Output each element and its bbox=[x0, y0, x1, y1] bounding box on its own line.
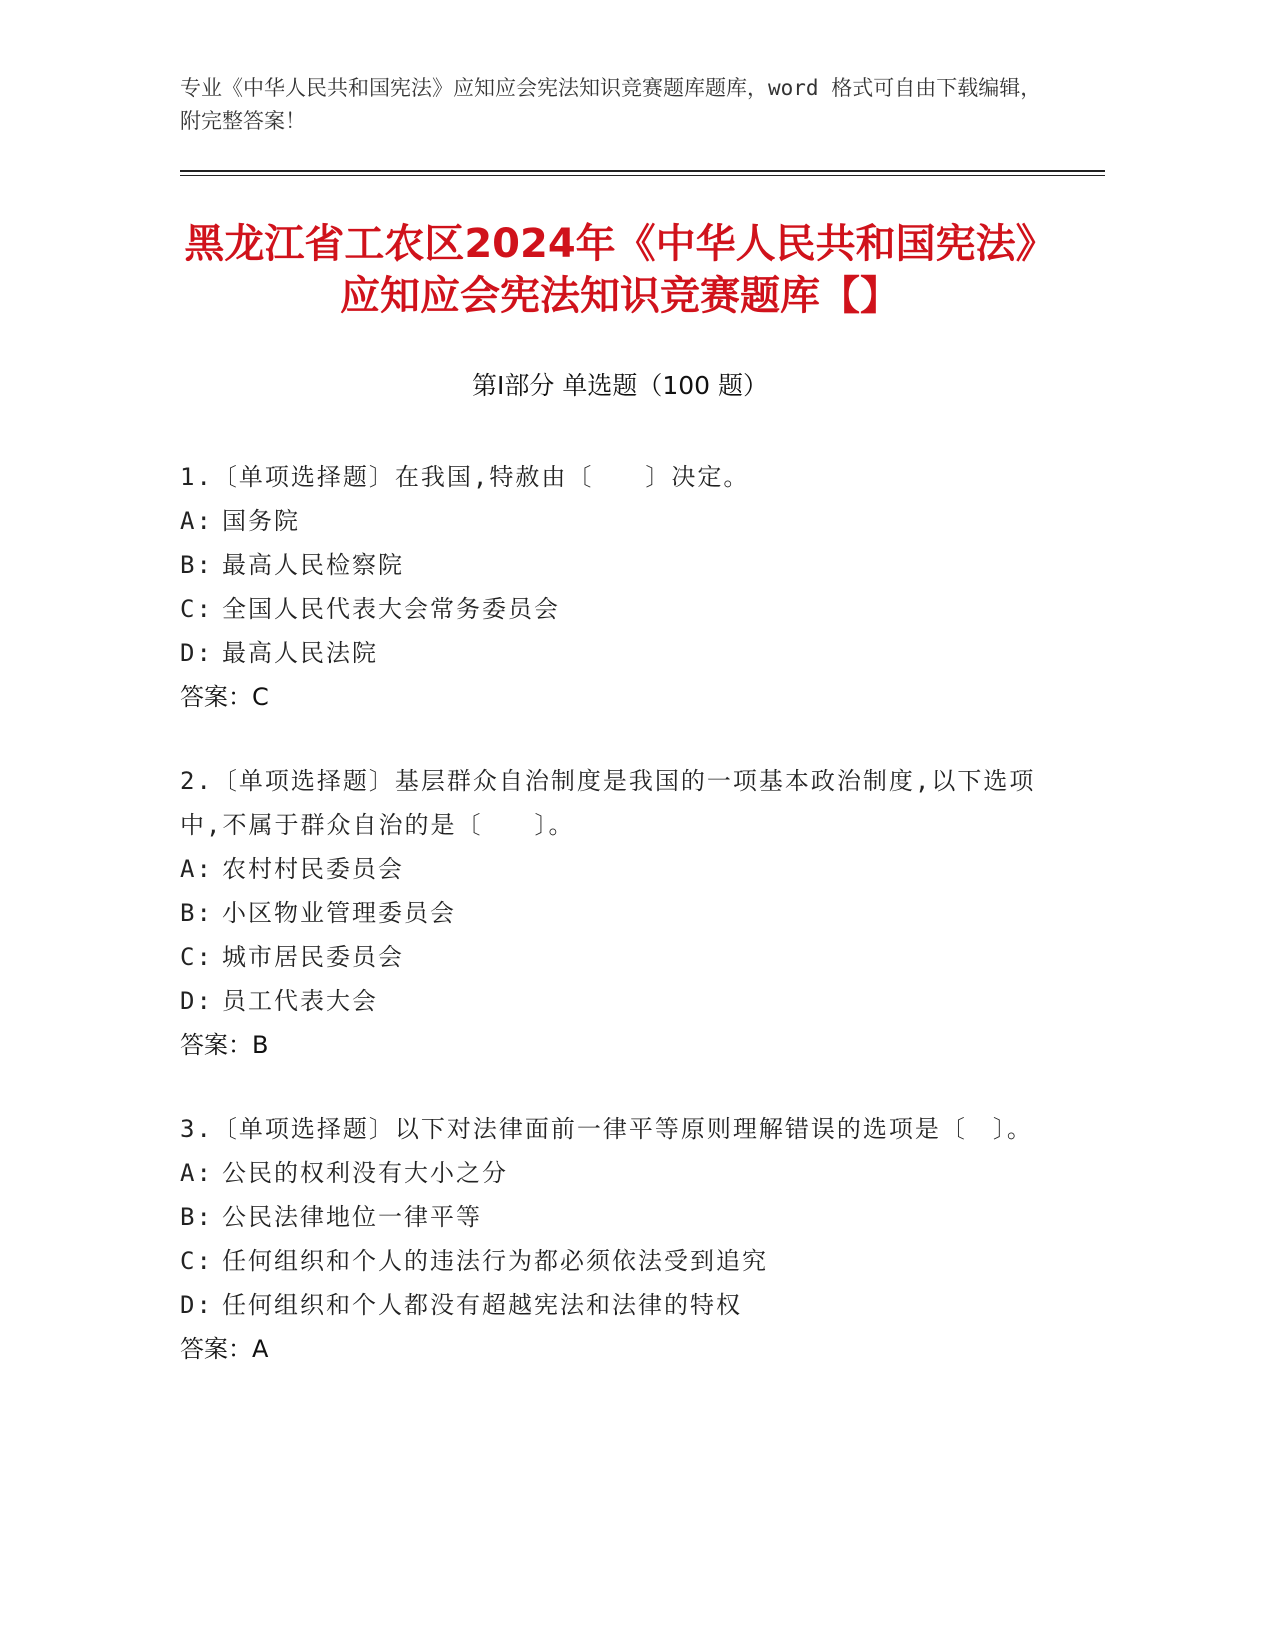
question-2 bbox=[180, 759, 1040, 1067]
answer-line bbox=[180, 675, 1040, 719]
option-text: 任何组织和个人的违法行为都必须依法受到追究 bbox=[222, 1247, 768, 1275]
question-list bbox=[180, 455, 1040, 1411]
option-key: B: bbox=[180, 899, 213, 927]
question-stem: 1.〔单项选择题〕在我国,特赦由〔 〕决定。 bbox=[180, 463, 750, 491]
header-divider-thin bbox=[180, 175, 1105, 176]
answer-value: C bbox=[252, 683, 269, 711]
answer-line bbox=[180, 1327, 1040, 1371]
option-text: 员工代表大会 bbox=[222, 987, 378, 1015]
question-stem: 3.〔单项选择题〕以下对法律面前一律平等原则理解错误的选项是〔 〕。 bbox=[180, 1115, 1033, 1143]
option-text: 小区物业管理委员会 bbox=[222, 899, 456, 927]
option-key: B: bbox=[180, 551, 213, 579]
document-title: 黑龙江省工农区2024年《中华人民共和国宪法》应知应会宪法知识竞赛题库【】 bbox=[184, 221, 1056, 319]
option-a bbox=[180, 1151, 1040, 1195]
option-key: B: bbox=[180, 1203, 213, 1231]
option-key: A: bbox=[180, 855, 213, 883]
option-d bbox=[180, 979, 1040, 1023]
option-key: C: bbox=[180, 1247, 213, 1275]
answer-label: 答案： bbox=[180, 683, 252, 711]
option-c bbox=[180, 587, 1040, 631]
section-title: 第Ⅰ部分 单选题（100 题） bbox=[472, 371, 768, 400]
answer-label: 答案： bbox=[180, 1031, 252, 1059]
option-key: D: bbox=[180, 987, 213, 1015]
option-text: 国务院 bbox=[222, 507, 300, 535]
option-b bbox=[180, 891, 1040, 935]
option-text: 农村村民委员会 bbox=[222, 855, 404, 883]
option-text: 公民的权利没有大小之分 bbox=[222, 1159, 508, 1187]
option-d bbox=[180, 1283, 1040, 1327]
answer-line bbox=[180, 1023, 1040, 1067]
option-text: 全国人民代表大会常务委员会 bbox=[222, 595, 560, 623]
option-c bbox=[180, 1239, 1040, 1283]
option-key: A: bbox=[180, 507, 213, 535]
option-key: C: bbox=[180, 943, 213, 971]
option-key: D: bbox=[180, 639, 213, 667]
option-key: C: bbox=[180, 595, 213, 623]
answer-value: B bbox=[252, 1031, 269, 1059]
header-note: 专业《中华人民共和国宪法》应知应会宪法知识竞赛题库题库，word 格式可自由下载编辑，附完整答案！ bbox=[180, 76, 1042, 133]
option-d bbox=[180, 631, 1040, 675]
option-text: 最高人民法院 bbox=[222, 639, 378, 667]
option-key: D: bbox=[180, 1291, 213, 1319]
answer-value: A bbox=[252, 1335, 269, 1363]
answer-label: 答案： bbox=[180, 1335, 252, 1363]
option-text: 城市居民委员会 bbox=[222, 943, 404, 971]
header-divider-thick bbox=[180, 170, 1105, 172]
question-1 bbox=[180, 455, 1040, 719]
question-stem: 2.〔单项选择题〕基层群众自治制度是我国的一项基本政治制度,以下选项中,不属于群众自治的是〔 〕。 bbox=[180, 767, 1036, 839]
option-b bbox=[180, 1195, 1040, 1239]
option-a bbox=[180, 499, 1040, 543]
option-key: A: bbox=[180, 1159, 213, 1187]
question-3 bbox=[180, 1107, 1040, 1371]
option-b bbox=[180, 543, 1040, 587]
option-text: 公民法律地位一律平等 bbox=[222, 1203, 482, 1231]
option-text: 任何组织和个人都没有超越宪法和法律的特权 bbox=[222, 1291, 742, 1319]
option-a bbox=[180, 847, 1040, 891]
option-text: 最高人民检察院 bbox=[222, 551, 404, 579]
option-c bbox=[180, 935, 1040, 979]
